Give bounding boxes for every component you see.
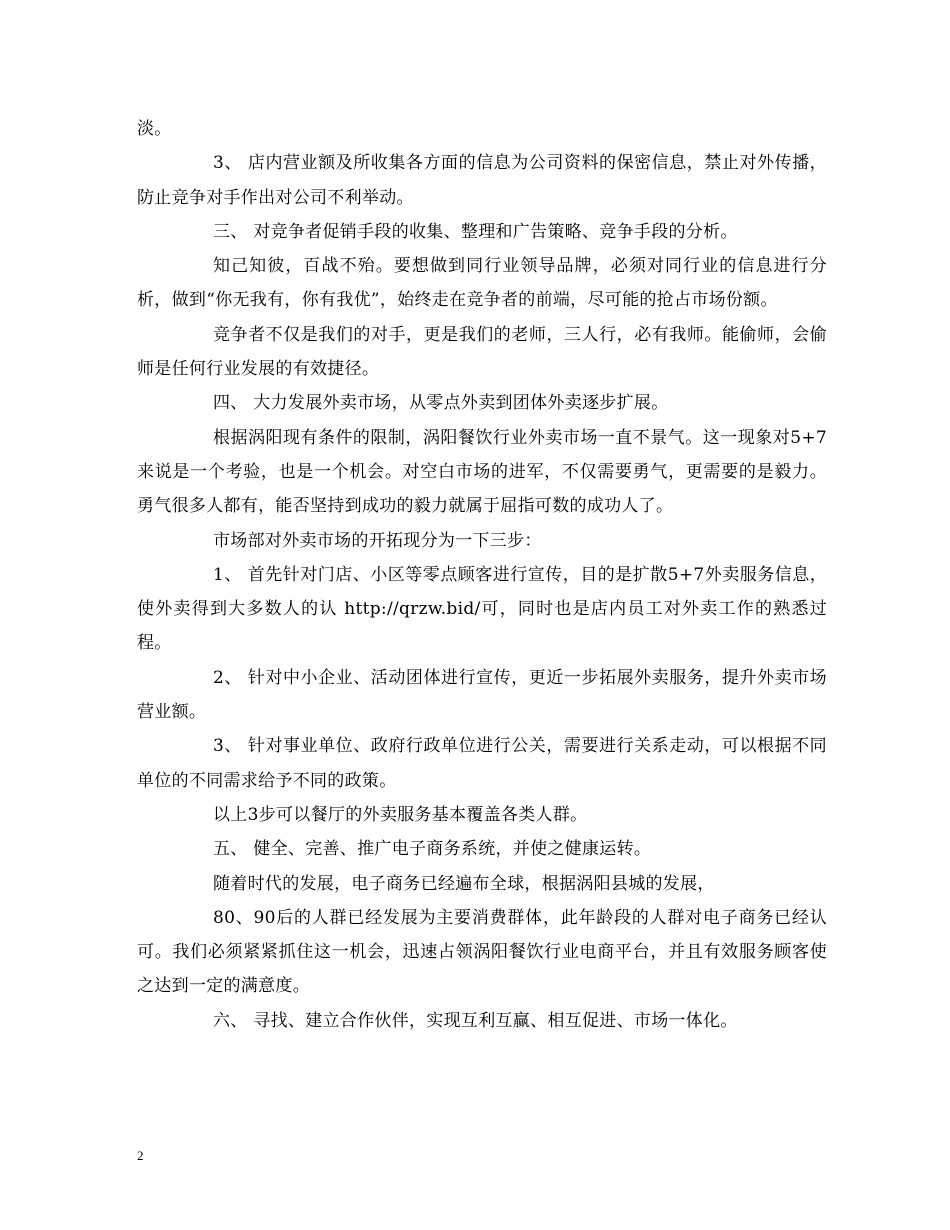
paragraph-three-steps-intro: 市场部对外卖市场的开拓现分为一下三步： [213,530,542,551]
paragraph-step-1: 1、 首先针对门店、小区等零点顾客进行宣传，目的是扩散5+7外卖服务信息，使外卖得到大多数人的认 http://qrzw.bid/可，同时也是店内员工对外卖工作的熟悉过程。 [137,564,827,654]
paragraph-competitors-teachers: 竞争者不仅是我们的对手，更是我们的老师，三人行，必有我师。能偷师，会偷师是任何行业发展的有效捷径。 [137,324,827,380]
paragraph-step-3: 3、 针对事业单位、政府行政单位进行公关，需要进行关系走动，可以根据不同单位的不同需求给予不同的政策。 [137,736,827,791]
page-number: 2 [137,1148,144,1163]
paragraph-ecommerce-consumers: 80、90后的人群已经发展为主要消费群体，此年龄段的人群对电子商务已经认可。我们必须紧紧抓住这一机会，迅速占领涡阳餐饮行业电商平台，并且有效服务顾客使之达到一定的满意度。 [137,907,827,997]
paragraph-know-competitors: 知己知彼，百战不殆。要想做到同行业领导品牌，必须对同行业的信息进行分析，做到“你无我有，你有我优”，始终走在竞争者的前端，尽可能的抢占市场份额。 [137,256,827,311]
paragraph-steps-summary: 以上3步可以餐厅的外卖服务基本覆盖各类人群。 [213,804,588,825]
paragraph-step-2: 2、 针对中小企业、活动团体进行宣传，更近一步拓展外卖服务，提升外卖市场营业额。 [137,667,827,723]
section-heading-5: 五、 健全、完善、推广电子商务系统，并使之健康运转。 [213,839,652,860]
paragraph-item-3-confidentiality: 3、 店内营业额及所收集各方面的信息为公司资料的保密信息，禁止对外传播，防止竞争对手作出对公司不利举动。 [137,153,827,208]
paragraph-ecommerce-intro: 随着时代的发展，电子商务已经遍布全球，根据涡阳县城的发展， [213,873,715,894]
section-heading-4: 四、 大力发展外卖市场，从零点外卖到团体外卖逐步扩展。 [213,393,669,414]
document-body [137,112,827,1038]
section-heading-6: 六、 寻找、建立合作伙伴，实现互利互赢、相互促进、市场一体化。 [213,1010,738,1031]
paragraph-takeout-market: 根据涡阳现有条件的限制，涡阳餐饮行业外卖市场一直不景气。这一现象对5+7来说是一个考验，也是一个机会。对空白市场的进军，不仅需要勇气，更需要的是毅力。勇气很多人都有，能否坚持到成功的毅力就属于屈指可数的成功人了。 [137,427,827,517]
paragraph-continuation: 淡。 [137,119,172,139]
section-heading-3: 三、 对竞争者促销手段的收集、整理和广告策略、竞争手段的分析。 [213,221,738,242]
